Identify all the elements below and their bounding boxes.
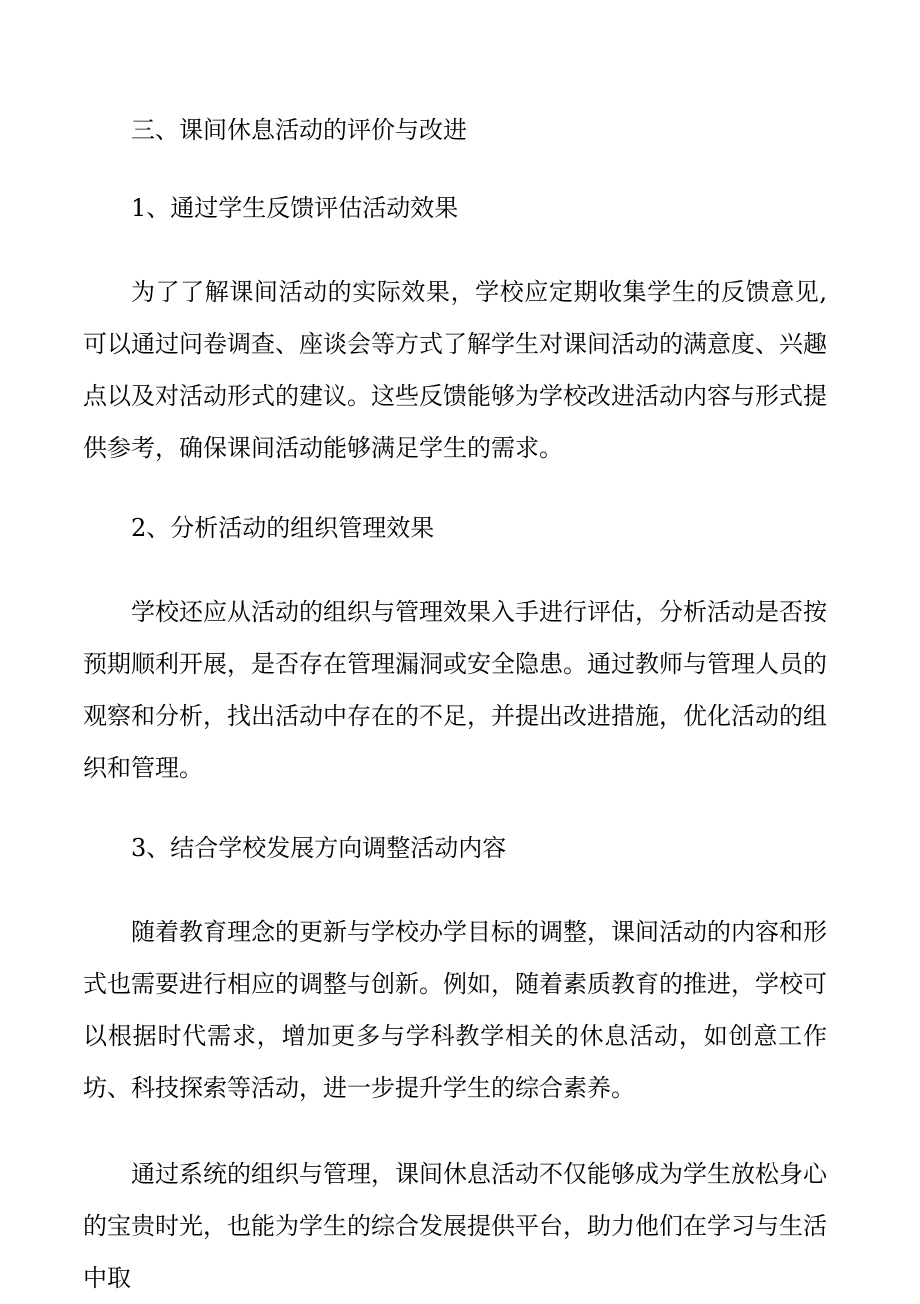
subsection-heading-1: 1、通过学生反馈评估活动效果 bbox=[131, 194, 459, 222]
spacer bbox=[83, 474, 827, 508]
subsection-heading-3: 3、结合学校发展方向调整活动内容 bbox=[131, 834, 507, 862]
section-title: 三、课间休息活动的评价与改进 bbox=[131, 116, 467, 144]
paragraph-3: 随着教育理念的更新与学校办学目标的调整，课间活动的内容和形式也需要进行相应的调整与创新。例如，随着素质教育的推进，学校可以根据时代需求，增加更多与学科教学相关的休息活动，如创意工作坊、科技探索等活动，进一步提升学生的综合素养。 bbox=[83, 918, 827, 1102]
subsection-heading-2: 2、分析活动的组织管理效果 bbox=[131, 514, 435, 542]
paragraph-1: 为了了解课间活动的实际效果，学校应定期收集学生的反馈意见,可以通过问卷调查、座谈会等方式了解学生对课间活动的满意度、兴趣点以及对活动形式的建议。这些反馈能够为学校改进活动内容与形式提供参考，确保课间活动能够满足学生的需求。 bbox=[83, 278, 827, 462]
paragraph-2: 学校还应从活动的组织与管理效果入手进行评估，分析活动是否按预期顺利开展，是否存在管理漏洞或安全隐患。通过教师与管理人员的观察和分析，找出活动中存在的不足，并提出改进措施，优化活动的组织和管理。 bbox=[83, 598, 827, 782]
spacer bbox=[83, 548, 827, 586]
spacer bbox=[83, 868, 827, 906]
spacer bbox=[83, 1114, 827, 1148]
spacer bbox=[83, 150, 827, 188]
spacer bbox=[83, 794, 827, 828]
closing-paragraph: 通过系统的组织与管理，课间休息活动不仅能够成为学生放松身心的宝贵时光，也能为学生的综合发展提供平台，助力他们在学习与生活中取 bbox=[83, 1160, 827, 1292]
document-body bbox=[83, 110, 827, 1304]
spacer bbox=[83, 228, 827, 266]
